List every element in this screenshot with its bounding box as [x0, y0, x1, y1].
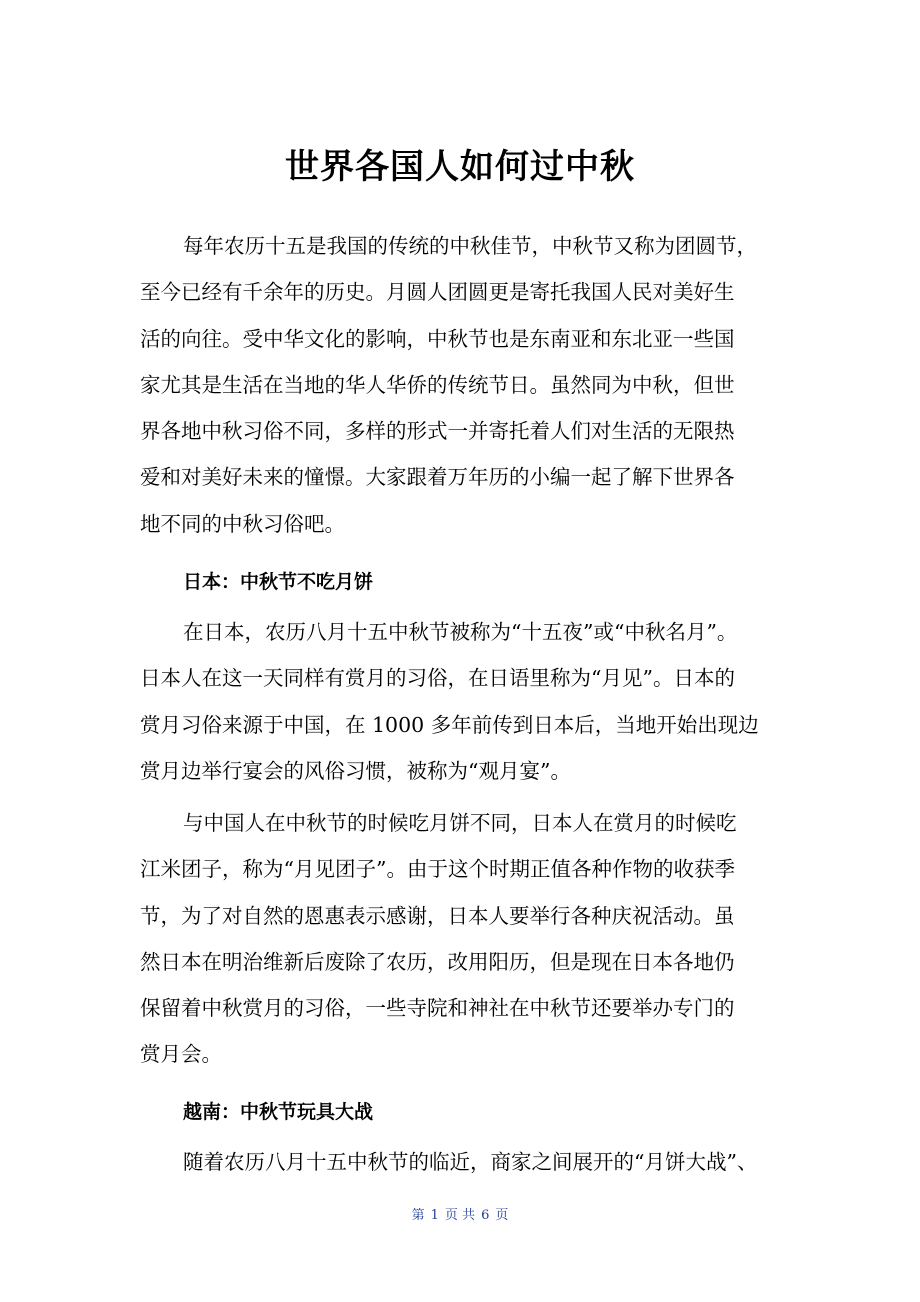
paragraph-line: 日本人在这一天同样有赏月的习俗，在日语里称为“月见”。日本的: [140, 666, 735, 691]
paragraph-line: 每年农历十五是我国的传统的中秋佳节，中秋节又称为团圆节，: [183, 234, 757, 258]
paragraph-line: 地不同的中秋习俗吧。: [140, 511, 345, 536]
footer-total-pages: 6: [481, 1208, 490, 1223]
paragraph-line: 然日本在明治维新后废除了农历，改用阳历，但是现在日本各地仍: [140, 949, 735, 974]
paragraph-line: 至今已经有千余年的历史。月圆人团圆更是寄托我国人民对美好生: [140, 280, 735, 305]
paragraph-line: 活的向往。受中华文化的影响，中秋节也是东南亚和东北亚一些国: [140, 326, 735, 351]
footer-prefix: 第: [411, 1208, 425, 1223]
footer-page-number: 1: [430, 1208, 439, 1223]
paragraph-line: 与中国人在中秋节的时候吃月饼不同，日本人在赏月的时候吃: [183, 811, 737, 835]
page-footer: [0, 1206, 920, 1226]
vietnam-paragraph-1: [140, 1139, 800, 1185]
paragraph-line: 界各地中秋习俗不同，多样的形式一并寄托着人们对生活的无限热: [140, 419, 735, 444]
paragraph-line: 爱和对美好未来的憧憬。大家跟着万年历的小编一起了解下世界各: [140, 465, 735, 490]
paragraph-line: 保留着中秋赏月的习俗，一些寺院和神社在中秋节还要举办专门的: [140, 996, 735, 1021]
paragraph-line: 家尤其是生活在当地的华人华侨的传统节日。虽然同为中秋，但世: [140, 372, 735, 397]
paragraph-line: 节，为了对自然的恩惠表示感谢，日本人要举行各种庆祝活动。虽: [140, 903, 735, 928]
section-heading-japan: 日本：中秋节不吃月饼: [183, 571, 374, 593]
page-title: 世界各国人如何过中秋: [285, 147, 635, 187]
paragraph-line: 赏月习俗来源于中国，在 1000 多年前传到日本后，当地开始出现边: [140, 712, 759, 737]
paragraph-line: 江米团子，称为“月见团子”。由于这个时期正值各种作物的收获季: [140, 857, 735, 882]
intro-paragraph: [140, 223, 800, 547]
paragraph-line: 在日本，农历八月十五中秋节被称为“十五夜”或“中秋名月”。: [183, 620, 738, 644]
section-heading-vietnam: 越南：中秋节玩具大战: [183, 1101, 374, 1123]
footer-suffix: 页: [495, 1208, 509, 1223]
footer-middle: 页 共: [444, 1208, 476, 1223]
japan-paragraph-1: [140, 609, 800, 794]
paragraph-line: 随着农历八月十五中秋节的临近，商家之间展开的“月饼大战”、: [183, 1150, 758, 1174]
paragraph-line: 赏月会。: [140, 1042, 222, 1067]
paragraph-line: 赏月边举行宴会的风俗习惯，被称为“观月宴”。: [140, 758, 571, 783]
japan-paragraph-2: [140, 800, 800, 1078]
